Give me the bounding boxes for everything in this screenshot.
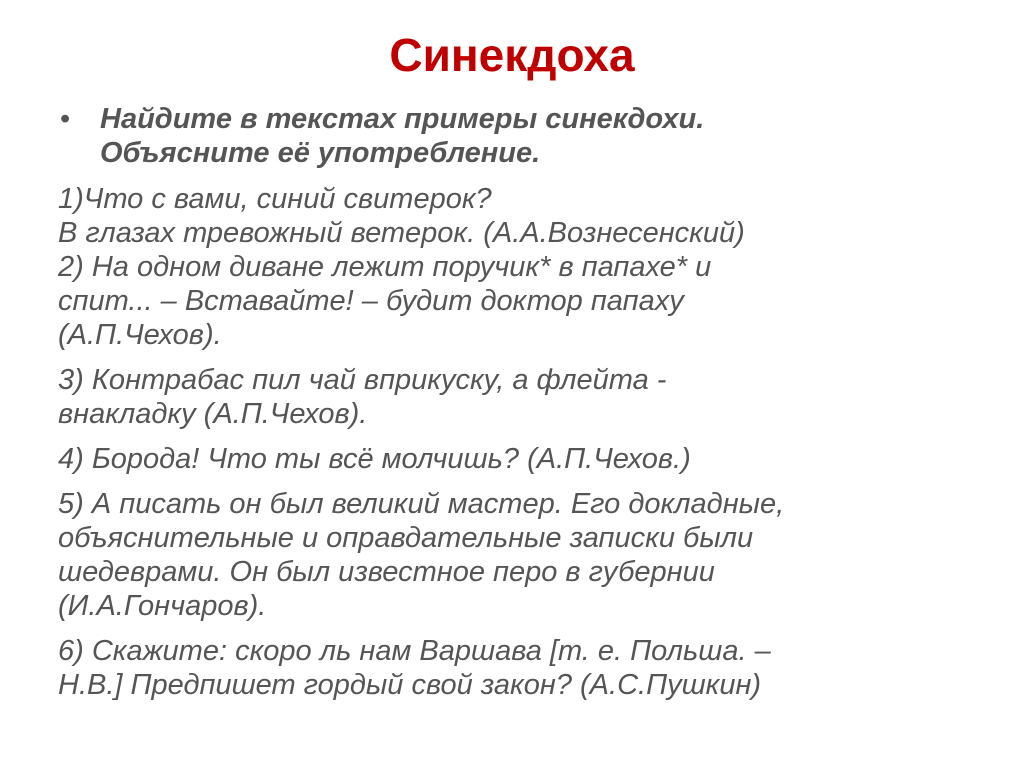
example-line: спит... – Вставайте! – будит доктор папаху bbox=[58, 285, 684, 317]
example-line: 1)Что с вами, синий свитерок? bbox=[58, 183, 492, 215]
task-bullet bbox=[58, 102, 988, 170]
example-block-4 bbox=[58, 442, 988, 476]
slide-content bbox=[58, 102, 988, 713]
example-line: (А.П.Чехов). bbox=[58, 319, 222, 351]
example-line: 3) Контрабас пил чай вприкуску, а флейта - bbox=[58, 364, 667, 396]
task-text bbox=[100, 102, 988, 170]
example-line: внакладку (А.П.Чехов). bbox=[58, 398, 368, 430]
example-line: объяснительные и оправдательные записки были bbox=[58, 522, 754, 554]
example-line: (И.А.Гончаров). bbox=[58, 590, 267, 622]
example-block-6 bbox=[58, 634, 988, 702]
example-line: Н.В.] Предпишет гордый свой закон? (А.С.Пушкин) bbox=[58, 669, 762, 701]
bullet-dot-icon: • bbox=[60, 103, 71, 135]
slide-title: Синекдоха bbox=[389, 29, 635, 81]
example-line: 2) На одном диване лежит поручик* в папахе* и bbox=[58, 251, 712, 283]
task-line-1: Найдите в текстах примеры синекдохи. bbox=[100, 103, 705, 135]
example-line: шедеврами. Он был известное перо в губернии bbox=[58, 556, 715, 588]
task-line-2: Объясните её употребление. bbox=[100, 137, 541, 169]
example-line: 5) А писать он был великий мастер. Его докладные, bbox=[58, 488, 785, 520]
example-block-5 bbox=[58, 487, 988, 623]
example-block-3 bbox=[58, 363, 988, 431]
example-line: В глазах тревожный ветерок. (А.А.Вознесенский) bbox=[58, 217, 745, 249]
example-block-1-2 bbox=[58, 182, 988, 352]
example-line: 6) Скажите: скоро ль нам Варшава [т. е. Польша. – bbox=[58, 635, 771, 667]
example-line: 4) Борода! Что ты всё молчишь? (А.П.Чехов.) bbox=[58, 443, 691, 475]
